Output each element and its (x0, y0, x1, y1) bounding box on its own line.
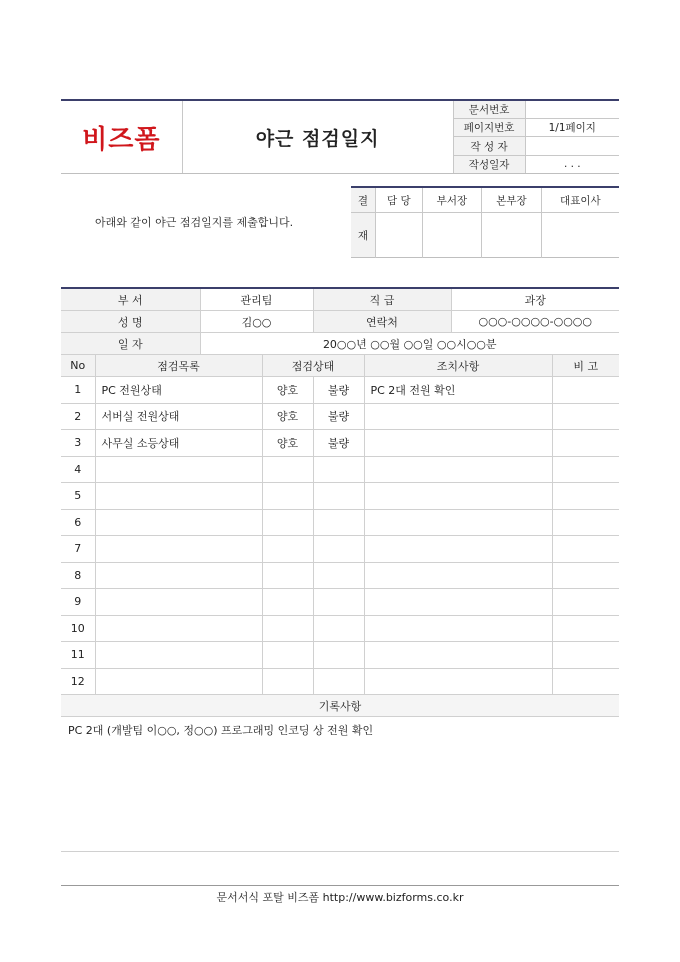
rank-value[interactable]: 과장 (451, 288, 619, 311)
row-item[interactable] (95, 483, 262, 510)
contact-value[interactable]: ○○○-○○○○-○○○○ (451, 311, 619, 333)
row-number: 7 (61, 536, 95, 563)
approval-column-header: 담 당 (376, 187, 423, 213)
row-number: 2 (61, 403, 95, 430)
row-status-good[interactable] (262, 589, 313, 616)
row-note[interactable] (552, 377, 619, 404)
dept-label: 부 서 (61, 288, 200, 311)
approval-header-row (351, 187, 619, 213)
row-status-bad[interactable]: 불량 (313, 403, 364, 430)
bizforms-logo: 비즈폼 (82, 124, 161, 155)
document-header (61, 99, 619, 174)
intro-text: 아래와 같이 야근 점검일지를 제출합니다. (95, 216, 294, 229)
row-item[interactable] (95, 456, 262, 483)
row-status-bad[interactable] (313, 589, 364, 616)
meta-label: 작성일자 (454, 155, 526, 173)
row-action[interactable] (364, 509, 552, 536)
row-item[interactable]: 사무실 소등상태 (95, 430, 262, 457)
meta-value[interactable] (525, 137, 619, 155)
row-status-bad[interactable] (313, 642, 364, 669)
row-number: 8 (61, 562, 95, 589)
approval-column-header: 대표이사 (541, 187, 619, 213)
approval-sign-box[interactable] (376, 213, 423, 258)
row-status-good[interactable] (262, 562, 313, 589)
row-note[interactable] (552, 430, 619, 457)
row-status-good[interactable] (262, 483, 313, 510)
header-action: 조치사항 (364, 355, 552, 377)
header-item: 점검목록 (95, 355, 262, 377)
inspection-rows (61, 377, 619, 695)
row-status-good[interactable]: 양호 (262, 377, 313, 404)
dept-value[interactable]: 관리팀 (200, 288, 313, 311)
row-note[interactable] (552, 509, 619, 536)
document-title: 야근 점검일지 (183, 101, 454, 173)
row-note[interactable] (552, 403, 619, 430)
row-status-good[interactable] (262, 536, 313, 563)
row-status-bad[interactable] (313, 562, 364, 589)
table-row (61, 509, 619, 536)
row-action[interactable] (364, 668, 552, 695)
row-status-bad[interactable] (313, 456, 364, 483)
table-row (61, 456, 619, 483)
meta-label: 작 성 자 (454, 137, 526, 155)
row-item[interactable] (95, 536, 262, 563)
row-status-good[interactable]: 양호 (262, 430, 313, 457)
meta-value[interactable]: . . . (563, 158, 581, 171)
row-status-bad[interactable] (313, 509, 364, 536)
info-row-date (61, 333, 619, 355)
meta-row (454, 101, 619, 119)
meta-row (454, 155, 619, 173)
row-item[interactable] (95, 562, 262, 589)
row-status-good[interactable] (262, 456, 313, 483)
row-number: 10 (61, 615, 95, 642)
header-no: No (61, 355, 95, 377)
name-label: 성 명 (61, 311, 200, 333)
approval-table (351, 186, 619, 258)
row-item[interactable]: PC 전원상태 (95, 377, 262, 404)
row-action[interactable] (364, 456, 552, 483)
row-status-bad[interactable] (313, 536, 364, 563)
info-row-name (61, 311, 619, 333)
table-header-row (61, 355, 619, 377)
remarks-text[interactable]: PC 2대 (개발팀 이○○, 정○○) 프로그래밍 인코딩 상 전원 확인 (68, 724, 374, 737)
remarks-title: 기록사항 (61, 695, 619, 717)
row-action[interactable] (364, 589, 552, 616)
table-row (61, 562, 619, 589)
row-note[interactable] (552, 615, 619, 642)
row-status-bad[interactable] (313, 483, 364, 510)
table-row (61, 377, 619, 404)
row-note[interactable] (552, 456, 619, 483)
approval-column-header: 부서장 (422, 187, 482, 213)
row-status-bad[interactable] (313, 615, 364, 642)
row-number: 11 (61, 642, 95, 669)
row-note[interactable] (552, 642, 619, 669)
inspection-form (61, 287, 619, 695)
row-number: 4 (61, 456, 95, 483)
meta-label: 페이지번호 (454, 119, 526, 137)
row-status-good[interactable] (262, 668, 313, 695)
footer-divider (61, 885, 619, 886)
info-row-dept (61, 288, 619, 311)
table-row (61, 483, 619, 510)
meta-row (454, 119, 619, 137)
row-note[interactable] (552, 536, 619, 563)
approval-sign-box[interactable] (482, 213, 542, 258)
row-action[interactable] (364, 562, 552, 589)
header-status: 점검상태 (262, 355, 364, 377)
row-number: 1 (61, 377, 95, 404)
approval-label-top: 결 (351, 187, 376, 213)
approval-label-bottom: 재 (351, 213, 376, 258)
contact-label: 연락처 (313, 311, 451, 333)
meta-label: 문서번호 (454, 101, 526, 119)
approval-sign-row (351, 213, 619, 258)
row-action[interactable] (364, 403, 552, 430)
row-status-bad[interactable] (313, 668, 364, 695)
row-status-good[interactable] (262, 642, 313, 669)
row-action[interactable] (364, 642, 552, 669)
row-number: 12 (61, 668, 95, 695)
table-row (61, 615, 619, 642)
row-note[interactable] (552, 589, 619, 616)
row-status-good[interactable]: 양호 (262, 403, 313, 430)
row-status-bad[interactable]: 불량 (313, 430, 364, 457)
table-row (61, 536, 619, 563)
row-action[interactable] (364, 430, 552, 457)
meta-value[interactable] (525, 101, 619, 119)
row-number: 5 (61, 483, 95, 510)
row-action[interactable] (364, 536, 552, 563)
table-row (61, 430, 619, 457)
row-note[interactable] (552, 562, 619, 589)
table-row (61, 642, 619, 669)
approval-sign-box[interactable] (422, 213, 482, 258)
date-label: 일 자 (61, 333, 200, 355)
row-action[interactable] (364, 483, 552, 510)
rank-label: 직 급 (313, 288, 451, 311)
table-row (61, 668, 619, 695)
row-number: 9 (61, 589, 95, 616)
approval-sign-box[interactable] (541, 213, 619, 258)
row-action[interactable]: PC 2대 전원 확인 (364, 377, 552, 404)
table-row (61, 589, 619, 616)
approval-column-header: 본부장 (482, 187, 542, 213)
table-row (61, 403, 619, 430)
row-number: 3 (61, 430, 95, 457)
row-status-good[interactable] (262, 509, 313, 536)
row-item[interactable] (95, 668, 262, 695)
date-value[interactable]: 20○○년 ○○월 ○○일 ○○시○○분 (200, 333, 619, 355)
row-action[interactable] (364, 615, 552, 642)
row-item[interactable] (95, 615, 262, 642)
meta-row (454, 137, 619, 155)
row-status-bad[interactable]: 불량 (313, 377, 364, 404)
row-item[interactable] (95, 509, 262, 536)
row-note[interactable] (552, 483, 619, 510)
row-item[interactable] (95, 589, 262, 616)
row-item[interactable]: 서버실 전원상태 (95, 403, 262, 430)
logo-cell (61, 101, 183, 173)
name-value[interactable]: 김○○ (200, 311, 313, 333)
meta-value[interactable]: 1/1페이지 (525, 119, 619, 137)
header-note: 비 고 (552, 355, 619, 377)
row-note[interactable] (552, 668, 619, 695)
document-meta-table (454, 101, 619, 173)
row-number: 6 (61, 509, 95, 536)
remarks-divider (61, 851, 619, 852)
row-item[interactable] (95, 642, 262, 669)
row-status-good[interactable] (262, 615, 313, 642)
footer-text: 문서서식 포탈 비즈폼 http://www.bizforms.co.kr (216, 891, 464, 904)
